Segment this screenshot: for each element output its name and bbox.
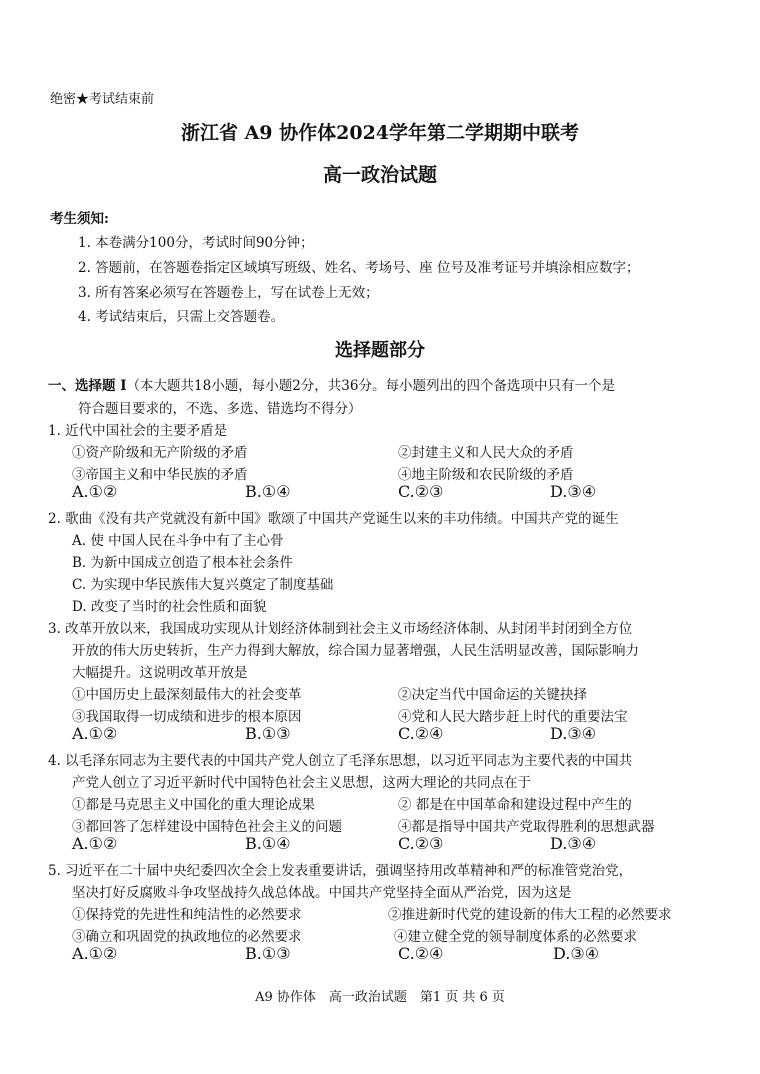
exam-subtitle: 高一政治试题 — [322, 164, 437, 186]
question-5-stem-cont: 坚决打好反腐败斗争攻坚战持久战总体战。中国共产党坚持全面从严治党，因为这是 — [72, 885, 572, 901]
q5-statement-1: ①保持党的先进性和纯洁性的必然要求 — [72, 907, 302, 923]
q3-statement-3: ③我国取得一切成绩和进步的根本原因 — [72, 709, 302, 725]
q1-choice-b: B.①④ — [245, 482, 291, 501]
q2-choice-a: A. 使 中国人民在斗争中有了主心骨 — [72, 533, 284, 549]
part-label: 一、选择题 I — [48, 378, 127, 394]
q1-choice-a: A.①② — [72, 482, 118, 501]
q4-statement-2: ② 都是在中国革命和建设过程中产生的 — [398, 797, 632, 813]
question-1-stem: 1. 近代中国社会的主要矛盾是 — [48, 423, 228, 439]
q5-choice-d: D.③④ — [553, 944, 600, 963]
notice-item: 1. 本卷满分100分，考试时间90分钟； — [78, 235, 314, 251]
q2-choice-d: D. 改变了当时的社会性质和面貌 — [72, 599, 267, 615]
q2-choice-b: B. 为新中国成立创造了根本社会条件 — [72, 555, 294, 571]
q4-choice-b: B.①④ — [245, 834, 291, 853]
q4-choice-d: D.③④ — [550, 834, 597, 853]
part-heading — [48, 374, 615, 394]
q5-statement-4: ④建立健全党的领导制度体系的必然要求 — [394, 929, 637, 945]
q3-choice-a: A.①② — [72, 724, 118, 743]
part-description: （本大题共18小题，每小题2分，共36分。每小题列出的四个备选项中只有一个是 — [126, 378, 615, 394]
question-3-stem-cont: 开放的伟大历史转折，生产力得到大解放，综合国力显著增强，人民生活明显改善，国际影响力 — [72, 643, 639, 659]
page-footer: A9 协作体 高一政治试题 第1 页 共 6 页 — [255, 990, 505, 1005]
q1-statement-3: ③帝国主义和中华民族的矛盾 — [72, 467, 248, 483]
q1-choice-c: C.②③ — [398, 482, 444, 501]
part-description-cont: 符合题目要求的，不选、多选、错选均不得分） — [78, 401, 362, 417]
q3-statement-2: ②决定当代中国命运的关键抉择 — [398, 687, 587, 703]
q5-choice-a: A.①② — [72, 944, 118, 963]
question-3-stem-cont: 大幅提升。这说明改革开放是 — [72, 665, 248, 681]
q4-choice-a: A.①② — [72, 834, 118, 853]
q5-choice-c: C.②④ — [398, 944, 444, 963]
q3-choice-d: D.③④ — [550, 724, 597, 743]
q1-statement-1: ①资产阶级和无产阶级的矛盾 — [72, 445, 248, 461]
question-4-stem-cont: 产党人创立了习近平新时代中国特色社会主义思想，这两大理论的共同点在于 — [72, 775, 531, 791]
exam-title: 浙江省 A9 协作体2024学年第二学期期中联考 — [180, 122, 580, 144]
q1-choice-d: D.③④ — [550, 482, 597, 501]
question-5-stem: 5. 习近平在二十届中央纪委四次全会上发表重要讲话，强调坚持用改革精神和严的标准管党治党， — [48, 863, 633, 879]
q1-statement-4: ④地主阶级和农民阶级的矛盾 — [398, 467, 574, 483]
q4-statement-3: ③都回答了怎样建设中国特色社会主义的问题 — [72, 819, 342, 835]
q3-statement-4: ④党和人民大踏步赶上时代的重要法宝 — [398, 709, 628, 725]
notice-heading: 考生须知: — [50, 211, 109, 227]
notice-item: 2. 答题前，在答题卷指定区域填写班级、姓名、考场号、座 位号及准考证号并填涂相应数字； — [78, 260, 640, 276]
q5-choice-b: B.①③ — [245, 944, 291, 963]
q3-choice-b: B.①③ — [245, 724, 291, 743]
confidential-label: 绝密★考试结束前 — [50, 92, 155, 107]
q2-choice-c: C. 为实现中华民族伟大复兴奠定了制度基础 — [72, 577, 334, 593]
q5-statement-3: ③确立和巩固党的执政地位的必然要求 — [72, 929, 302, 945]
notice-item: 4. 考试结束后，只需上交答题卷。 — [78, 309, 285, 325]
notice-item: 3. 所有答案必须写在答题卷上，写在试卷上无效； — [78, 285, 379, 301]
section-title: 选择题部分 — [335, 340, 425, 361]
q4-choice-c: C.②③ — [398, 834, 444, 853]
q4-statement-4: ④都是指导中国共产党取得胜利的思想武器 — [398, 819, 655, 835]
q3-choice-c: C.②④ — [398, 724, 444, 743]
q4-statement-1: ①都是马克思主义中国化的重大理论成果 — [72, 797, 315, 813]
q3-statement-1: ①中国历史上最深刻最伟大的社会变革 — [72, 687, 302, 703]
question-4-stem: 4. 以毛泽东同志为主要代表的中国共产党人创立了毛泽东思想，以习近平同志为主要代表的中国共 — [48, 753, 633, 769]
question-3-stem: 3. 改革开放以来，我国成功实现从计划经济体制到社会主义市场经济体制、从封闭半封闭到全方位 — [48, 621, 633, 637]
q5-statement-2: ②推进新时代党的建设新的伟大工程的必然要求 — [388, 907, 672, 923]
question-2-stem: 2. 歌曲《没有共产党就没有新中国》歌颂了中国共产党诞生以来的丰功伟绩。中国共产党的诞生 — [48, 511, 619, 527]
q1-statement-2: ②封建主义和人民大众的矛盾 — [398, 445, 574, 461]
